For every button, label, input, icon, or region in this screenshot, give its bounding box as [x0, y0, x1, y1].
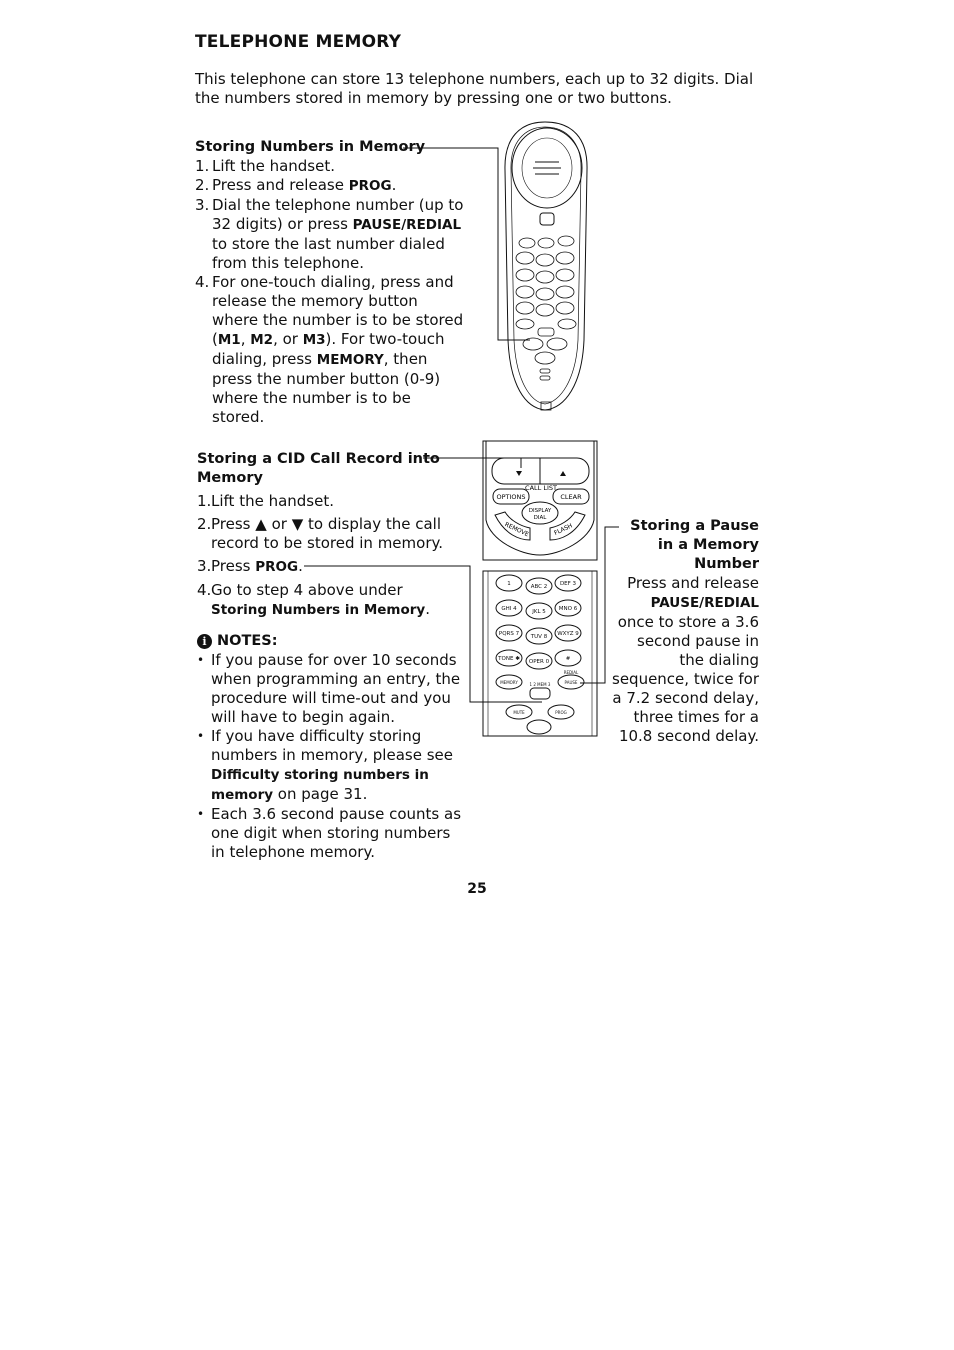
cid-step-3-text: Press — [211, 557, 256, 575]
display-dial-label-2: DIAL — [533, 515, 547, 521]
key-hash: # — [565, 656, 571, 662]
cid-step-2-end: to display the call record to be stored in memory. — [211, 515, 444, 552]
cid-prog-key-label: PROG — [255, 559, 299, 575]
key-5: JKL 5 — [532, 609, 546, 615]
key-8: TUV 8 — [530, 634, 548, 640]
pause-body-end: once to store a 3.6 second pause in the dialing sequence, twice for a 7.2 second delay, three times for a 10.8 second delay. — [612, 613, 760, 745]
clear-button-label: CLEAR — [560, 493, 582, 501]
key-2: ABC 2 — [530, 584, 548, 590]
pause-heading: Storing a Pause in a Memory Number — [630, 518, 759, 572]
step-4-sep2: , or — [273, 330, 303, 348]
display-dial-label-1: DISPLAY — [528, 508, 552, 514]
step-4-mid: ). For two-touch dialing, press — [212, 330, 445, 368]
cid-step-1-text: Lift the handset. — [211, 492, 334, 510]
key-star: TONE ✱ — [498, 656, 520, 662]
mem-keys-diagram-label: 1 2 MEM 3 — [529, 682, 551, 687]
key-7: PQRS 7 — [498, 631, 520, 637]
note-3: • Each 3.6 second pause counts as one digit when storing numbers in telephone memory. — [197, 805, 462, 862]
callout-line-arrow-keys — [423, 458, 521, 468]
step-4-sep1: , — [240, 330, 251, 348]
info-icon: i — [197, 634, 212, 649]
cid-step-3-end: . — [298, 557, 303, 575]
keypad-illustration — [483, 571, 597, 736]
page-title: TELEPHONE MEMORY — [195, 32, 402, 52]
up-arrow-icon: ▲ — [255, 515, 267, 533]
step-4: 4. For one-touch dialing, press and release the memory button where the number is to be stored (M1, M2, or M3). For two-touch dialing, press MEMORY, then press the number button (0-9) where the number is to be stored. — [195, 273, 464, 426]
callout-line-pause — [580, 527, 619, 683]
call-list-label: CALL LIST — [525, 484, 557, 492]
key-3: DEF 3 — [559, 581, 577, 587]
step-2-text: Press and release — [212, 176, 349, 194]
note-2-end: on page 31. — [273, 785, 368, 803]
storing-cid-heading: Storing a CID Call Record into Memory — [197, 451, 440, 486]
page-number: 25 — [467, 881, 487, 897]
prog-key-diagram-label: PROG — [555, 710, 567, 715]
pause-redial-label: PAUSE/REDIAL — [650, 595, 759, 611]
key-4: GHI 4 — [501, 606, 517, 612]
step-4-text: For one-touch dialing, press and release the memory button where the number is to be stored ( — [212, 273, 464, 348]
m3-key-label: M3 — [302, 332, 326, 348]
cid-step-4-end: . — [425, 600, 431, 618]
step-2: 2. Press and release PROG. — [195, 176, 397, 194]
m2-key-label: M2 — [250, 332, 274, 348]
notes-heading-text: NOTES: — [217, 633, 278, 649]
prog-key-label: PROG — [348, 178, 392, 194]
down-arrow-icon: ▼ — [291, 515, 304, 533]
pause-body-text: Press and release — [627, 574, 759, 592]
cid-step-2-text: Press — [211, 515, 256, 533]
options-button-label: OPTIONS — [496, 493, 526, 501]
intro-paragraph: This telephone can store 13 telephone numbers, each up to 32 digits. Dial the numbers stored in memory by pressing one or two buttons. — [195, 70, 754, 107]
memory-key-label: MEMORY — [316, 352, 384, 368]
step-4-end: , then press the number button (0-9) where the number is to be stored. — [212, 350, 441, 426]
step-1-text: Lift the handset. — [212, 157, 335, 175]
storing-numbers-ref: Storing Numbers in Memory — [211, 602, 426, 618]
step-3: 3. Dial the telephone number (up to 32 digits) or press PAUSE/REDIAL to store the last number dialed from this telephone. — [195, 196, 464, 272]
cid-step-1: 1. Lift the handset. — [197, 492, 334, 510]
cid-step-2-or: or — [266, 515, 292, 533]
cid-step-3: 3. Press PROG. — [197, 557, 303, 575]
step-3-text: Dial the telephone number (up to 32 digits) or press — [212, 196, 464, 233]
cid-step-4-text: Go to step 4 above under — [211, 581, 403, 599]
handset-illustration — [505, 122, 587, 410]
mute-key-diagram-label: MUTE — [513, 710, 525, 715]
note-2-text: If you have difficulty storing numbers in memory, please see — [211, 727, 453, 764]
note-1: • If you pause for over 10 seconds when programming an entry, the procedure will time-out and you will have to begin again. — [197, 651, 462, 727]
step-2-end: . — [391, 176, 397, 194]
key-6: MNO 6 — [558, 606, 578, 612]
memory-key-diagram-label: MEMORY — [500, 680, 518, 685]
storing-numbers-heading: Storing Numbers in Memory — [195, 139, 426, 155]
step-3-end: to store the last number dialed from this telephone. — [212, 235, 445, 272]
key-9: WXYZ 9 — [557, 631, 579, 637]
caller-id-panel-illustration — [483, 441, 597, 560]
key-0: OPER 0 — [528, 659, 550, 665]
key-1: 1 — [507, 581, 511, 587]
flash-button-label: FLASH — [553, 522, 574, 537]
difficulty-ref: Difficulty storing numbers in memory — [211, 767, 429, 803]
step-1: 1. Lift the handset. — [195, 157, 335, 175]
pause-key-diagram-label: PAUSE — [564, 680, 578, 685]
remove-button-label: REMOVE — [503, 521, 530, 539]
cid-step-4: 4. Go to step 4 above under Storing Numbers in Memory. — [197, 581, 431, 618]
cid-step-2: 2. Press ▲ or ▼ to display the call record to be stored in memory. — [197, 515, 444, 552]
m1-key-label: M1 — [217, 332, 241, 348]
pause-redial-key-label: PAUSE/REDIAL — [352, 217, 462, 233]
redial-key-diagram-label: REDIAL — [563, 670, 579, 675]
